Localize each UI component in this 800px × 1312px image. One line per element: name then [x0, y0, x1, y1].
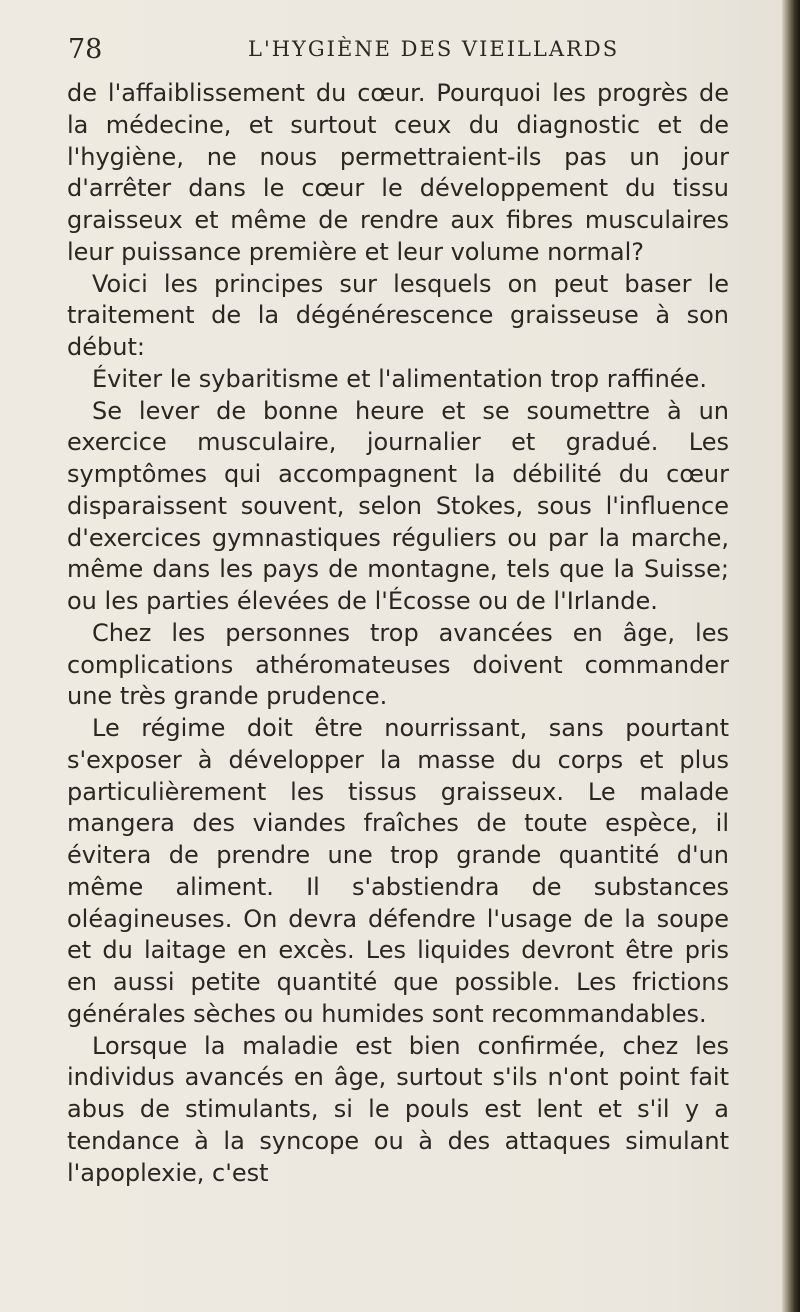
page-header — [68, 34, 718, 68]
paragraph-2: Voici les principes sur lesquels on peut baser le traitement de la dégénérescence graisseuse à son début: — [67, 269, 729, 361]
paragraph-3: Éviter le sybaritisme et l'alimentation trop raffinée. — [92, 364, 707, 393]
body-text — [67, 78, 729, 1189]
paragraph-7: Lorsque la maladie est bien confirmée, chez les individus avancés en âge, surtout s'ils n'ont point fait abus de stimulants, si le pouls est lent et s'il y a tendance à la syncope ou à des attaques simulant l'apoplexie, c'est — [67, 1031, 729, 1187]
paragraph-1: de l'affaiblissement du cœur. Pourquoi les progrès de la médecine, et surtout ceux du diagnostic et de l'hygiène, ne nous permettraient-ils pas un jour d'arrêter dans le cœur le développement du tissu graisseux et même de rendre aux fibres musculaires leur puissance première et leur volume normal? — [67, 79, 729, 266]
paragraph-6: Le régime doit être nourrissant, sans pourtant s'exposer à développer la masse du corps et plus particulièrement les tissus graisseux. Le malade mangera des viandes fraîches de toute espèce, il évitera de prendre une trop grande quantité d'un même aliment. Il s'abstiendra de substances oléagineuses. On devra défendre l'usage de la soupe et du laitage en excès. Les liquides devront être pris en aussi petite quantité que possible. Les frictions générales sèches ou humides sont recommandables. — [67, 714, 729, 1028]
paragraph-5: Chez les personnes trop avancées en âge, les complications athéromateuses doivent commander une très grande prudence. — [67, 618, 729, 711]
book-edge-shadow — [782, 0, 800, 1312]
paragraph-4: Se lever de bonne heure et se soumettre à un exercice musculaire, journalier et gradué. Les symptômes qui accompagnent la débilité du cœur disparaissent souvent, selon Stokes, sous l'influence d'exercices gymnastiques réguliers ou par la marche, même dans les pays de montagne, tels que la Suisse; ou les parties élevées de l'Écosse ou de l'Irlande. — [67, 396, 729, 615]
page-number: 78 — [68, 34, 103, 65]
running-title: L'HYGIÈNE DES VIEILLARDS — [248, 37, 620, 61]
